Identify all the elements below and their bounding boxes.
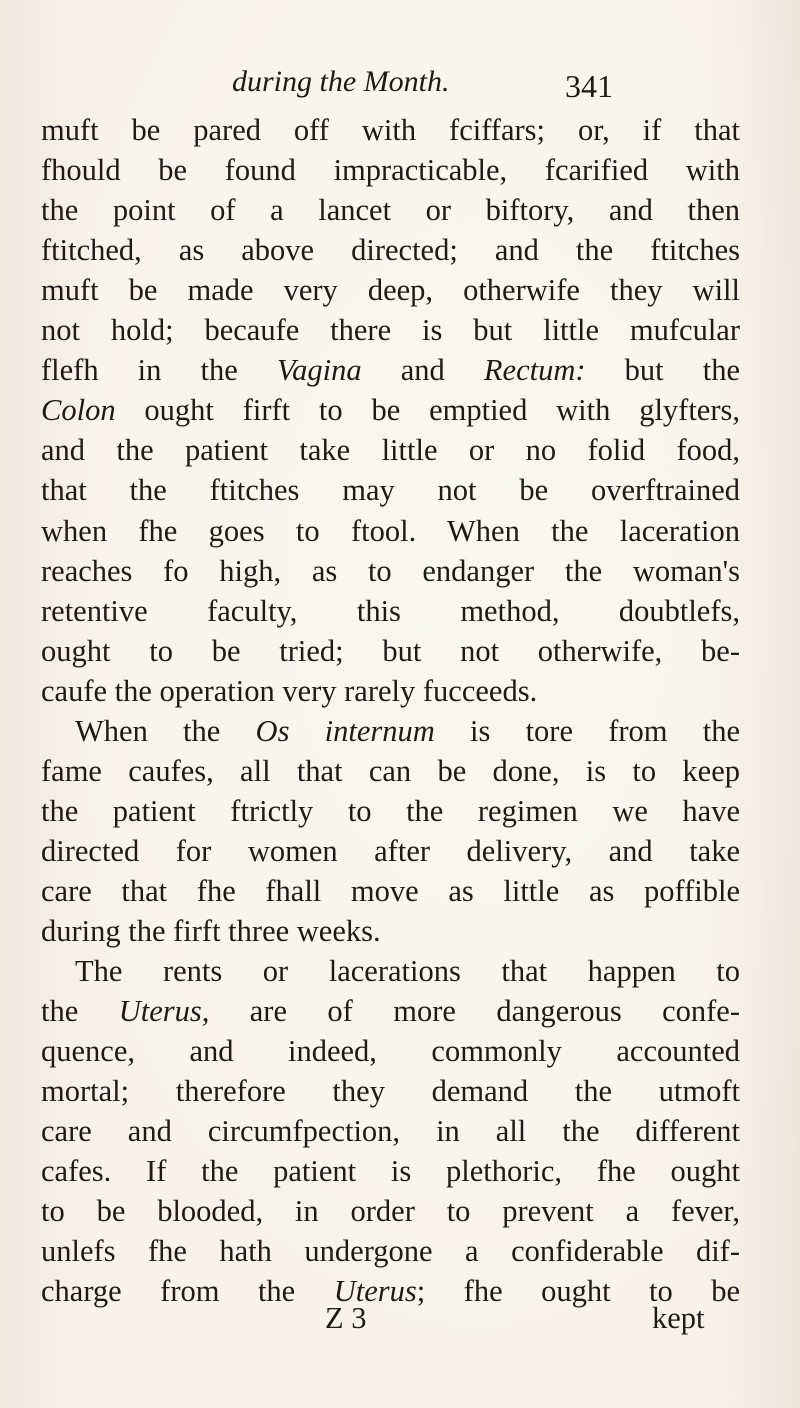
text-run: When the xyxy=(75,713,256,748)
text-run: ought to be tried; but not otherwife, be- xyxy=(41,633,740,668)
text-line xyxy=(41,991,740,1031)
text-line xyxy=(41,110,740,150)
text-run: ; fhe ought to be xyxy=(416,1274,740,1309)
text-run: during the firft three weeks. xyxy=(41,914,381,948)
text-line xyxy=(41,150,740,190)
text-run: directed for women after delivery, and take xyxy=(41,833,740,868)
signature-mark: Z 3 xyxy=(325,1301,367,1335)
text-run: the patient ftrictly to the regimen we have xyxy=(41,793,740,828)
text-line xyxy=(75,711,740,751)
italic-term: Rectum: xyxy=(483,353,586,388)
text-line xyxy=(41,911,740,951)
text-line xyxy=(41,470,740,510)
text-run: The rents or lacerations that happen to xyxy=(75,954,740,989)
text-line xyxy=(41,1151,740,1191)
text-run: ftitched, as above directed; and the ftitches xyxy=(41,233,740,268)
text-run: ought firft to be emptied with glyfters, xyxy=(115,393,740,428)
running-head: during the Month. xyxy=(232,65,450,98)
text-line xyxy=(41,270,740,310)
text-run: care and circumfpection, in all the different xyxy=(41,1114,740,1149)
text-run: caufe the operation very rarely fucceeds. xyxy=(41,673,538,708)
text-line xyxy=(75,951,740,991)
text-line xyxy=(41,671,740,711)
text-line xyxy=(41,551,740,591)
text-run: that the ftitches may not be overftrained xyxy=(41,473,740,508)
text-run: but the xyxy=(585,353,740,388)
text-run: mortal; therefore they demand the utmoft xyxy=(41,1074,740,1109)
italic-term: Uterus, xyxy=(118,994,210,1029)
text-run: when fhe goes to ftool. When the laceration xyxy=(41,513,740,548)
text-run: muft be made very deep, otherwife they will xyxy=(41,273,740,308)
text-run: muft be pared off with fciffars; or, if that xyxy=(41,113,740,147)
text-line xyxy=(41,430,740,470)
text-run: care that fhe fhall move as little as poffible xyxy=(41,873,740,908)
text-line xyxy=(41,1071,740,1111)
text-run: the xyxy=(41,994,119,1029)
italic-term: Os internum xyxy=(255,713,435,748)
text-line xyxy=(41,751,740,791)
text-run: cafes. If the patient is plethoric, fhe ought xyxy=(41,1154,740,1189)
text-line xyxy=(41,390,740,430)
text-line xyxy=(41,1111,740,1151)
text-line xyxy=(41,350,740,390)
text-run: fame caufes, all that can be done, is to keep xyxy=(41,753,740,788)
text-run: quence, and indeed, commonly accounted xyxy=(41,1034,740,1069)
text-line xyxy=(41,871,740,911)
text-line xyxy=(41,791,740,831)
text-run: reaches fo high, as to endanger the woman's xyxy=(41,553,740,588)
italic-term: Colon xyxy=(41,393,116,428)
text-line xyxy=(41,511,740,551)
catchword: kept xyxy=(652,1301,705,1335)
text-line xyxy=(41,1191,740,1231)
italic-term: Vagina xyxy=(276,353,362,388)
text-run: flefh in the xyxy=(41,353,277,388)
text-run: retentive faculty, this method, doubtlefs, xyxy=(41,593,740,628)
text-line xyxy=(41,1031,740,1071)
text-line xyxy=(41,591,740,631)
text-line xyxy=(41,831,740,871)
text-run: fhould be found impracticable, fcarified with xyxy=(41,153,740,188)
text-line xyxy=(41,190,740,230)
text-run: the point of a lancet or biftory, and then xyxy=(41,193,740,228)
text-run: unlefs fhe hath undergone a confiderable dif- xyxy=(41,1234,740,1269)
text-line xyxy=(41,230,740,270)
text-run: and the patient take little or no folid food, xyxy=(41,433,740,468)
text-line xyxy=(41,631,740,671)
text-run: and xyxy=(361,353,484,388)
italic-term: Uterus xyxy=(333,1274,417,1309)
text-run: not hold; becaufe there is but little mufcular xyxy=(41,313,740,348)
text-line xyxy=(41,310,740,350)
text-run: charge from the xyxy=(41,1274,334,1309)
page-number: 341 xyxy=(565,68,613,104)
text-run: are of more dangerous confe- xyxy=(209,994,740,1029)
text-line xyxy=(41,1231,740,1271)
text-run: to be blooded, in order to prevent a fever, xyxy=(41,1194,740,1229)
text-run: is tore from the xyxy=(434,713,740,748)
page-footer xyxy=(0,1298,800,1338)
